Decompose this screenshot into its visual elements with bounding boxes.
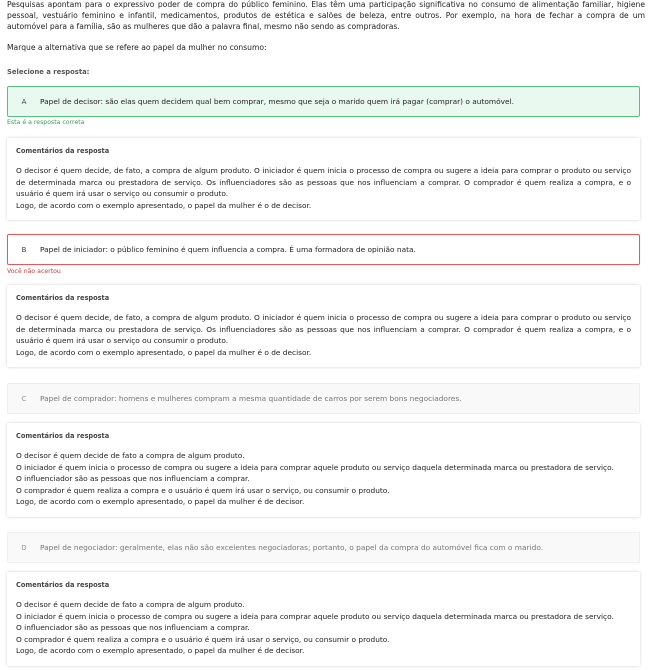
- option-a[interactable]: [7, 86, 640, 117]
- option-text: Papel de decisor: são elas quem decidem qual bem comprar, mesmo que seja o marido quem irá pagar (comprar) o automóvel.: [40, 97, 514, 106]
- comment-line: Logo, de acordo com o exemplo apresentado, o papel da mulher é o de decisor.: [16, 200, 312, 210]
- comment-line: O decisor é quem decide, de fato, a compra de algum produto. O iniciador é quem inicia o processo de compra ou sugere a ideia para comprar o produto ou serviço de determinada marca ou prestadora de serviço. Os influenciadores são as pessoas que nos influenciam a comprar. O comprador é quem realiza a compra, e o usuário é quem irá usar o serviço ou consumir o produto.: [16, 313, 631, 346]
- comment-title: Comentários da resposta: [16, 581, 110, 589]
- comment-line: O comprador é quem realiza a compra e o usuário é quem irá usar o serviço, ou consumir o produto.: [16, 485, 390, 495]
- option-letter: A: [21, 97, 27, 106]
- comment-line: Logo, de acordo com o exemplo apresentado, o papel da mulher é o de decisor.: [16, 347, 312, 357]
- option-text: Papel de comprador: homens e mulheres compram a mesma quantidade de carros por serem bons negociadores.: [40, 394, 462, 403]
- correct-answer-status: Esta é a resposta correta: [7, 119, 85, 126]
- comment-title: Comentários da resposta: [16, 294, 110, 302]
- option-b[interactable]: [7, 234, 640, 265]
- option-letter: C: [21, 394, 27, 403]
- comment-line: O decisor é quem decide, de fato, a compra de algum produto. O iniciador é quem inicia o processo de compra ou sugere a ideia para comprar o produto ou serviço de determinada marca ou prestadora de serviço. Os influenciadores são as pessoas que nos influenciam a comprar. O comprador é quem realiza a compra, e o usuário é quem irá usar o serviço ou consumir o produto.: [16, 166, 631, 199]
- comment-line: O iniciador é quem inicia o processo de compra ou sugere a ideia para comprar aquele produto ou serviço daquela determinada marca ou prestadora de serviço.: [16, 611, 614, 621]
- comment-body: [16, 312, 631, 358]
- comment-title: Comentários da resposta: [16, 432, 110, 440]
- question-text: Pesquisas apontam para o expressivo poder de compra do público feminino. Elas têm uma participação significativa no consumo de alimentação familiar, higiene pessoal, vestuário feminino e infantil, medicamentos, produtos de estética e salões de beleza, entre outros. Por exemplo, na hora de fechar a compra de um automóvel para a família, são as mulheres que dão a palavra final, mesmo não sendo as compradoras.: [7, 0, 645, 32]
- option-letter: B: [21, 245, 27, 254]
- comment-card-b: [7, 285, 640, 367]
- option-d[interactable]: [7, 532, 640, 563]
- option-letter: D: [21, 543, 27, 552]
- option-c[interactable]: [7, 383, 640, 414]
- question-prompt: Marque a alternativa que se refere ao papel da mulher no consumo:: [7, 43, 267, 52]
- comment-body: [16, 599, 631, 657]
- comment-body: [16, 450, 631, 508]
- wrong-answer-status: Você não acertou: [7, 268, 61, 275]
- comment-line: Logo, de acordo com o exemplo apresentado, o papel da mulher é de decisor.: [16, 646, 305, 656]
- comment-card-c: [7, 423, 640, 517]
- comment-line: Logo, de acordo com o exemplo apresentado, o papel da mulher é de decisor.: [16, 497, 305, 507]
- comment-card-d: [7, 572, 640, 666]
- option-text: Papel de negociador: geralmente, elas não são excelentes negociadoras; portanto, o papel da compra do automóvel fica com o marido.: [40, 543, 544, 552]
- option-text: Papel de iniciador: o público feminino é quem influencia a compra. É uma formadora de opinião nata.: [40, 245, 416, 254]
- comment-line: O comprador é quem realiza a compra e o usuário é quem irá usar o serviço, ou consumir o produto.: [16, 634, 390, 644]
- comment-title: Comentários da resposta: [16, 147, 110, 155]
- comment-line: O decisor é quem decide de fato a compra de algum produto.: [16, 600, 245, 609]
- comment-body: [16, 165, 631, 211]
- comment-line: O iniciador é quem inicia o processo de compra ou sugere a ideia para comprar aquele produto ou serviço daquela determinada marca ou prestadora de serviço.: [16, 462, 614, 472]
- comment-line: O decisor é quem decide de fato a compra de algum produto.: [16, 451, 245, 460]
- comment-line: O influenciador são as pessoas que nos influenciam a comprar.: [16, 623, 250, 633]
- select-answer-label: Selecione a resposta:: [7, 68, 90, 76]
- comment-card-a: [7, 138, 640, 220]
- comment-line: O influenciador são as pessoas que nos influenciam a comprar.: [16, 474, 250, 484]
